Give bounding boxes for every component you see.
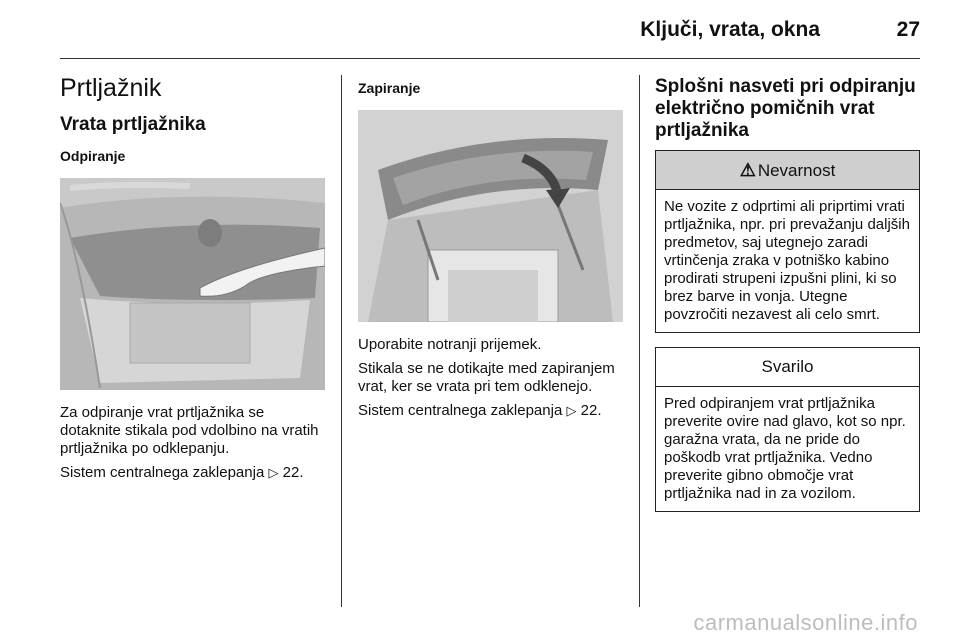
closing-heading: Zapiranje	[358, 80, 421, 96]
caution-box-text: Pred odpiranjem vrat prtljažnika preverite ovire nad glavo, kot so npr. garažna vrata, da ne pride do poškodb vrat prtljažnika. Vedno preverite gibno območje vrat prtljažnika nad in za vozilom.	[664, 395, 906, 502]
central-locking-text-2: Sistem centralnega zaklepanja	[358, 402, 563, 419]
column-2	[358, 80, 626, 426]
header-title: Ključi, vrata, okna	[640, 18, 820, 41]
closing-paragraph-1: Uporabite notranji prijemek.	[358, 336, 542, 353]
tailgate-closing-illustration	[358, 110, 623, 322]
closing-paragraph-2: Stikala se ne dotikajte med zapiranjem vrat, ker se vrata pri tem odklenejo.	[358, 360, 615, 395]
tailgate-opening-illustration	[60, 178, 325, 390]
central-locking-text: Sistem centralnega zaklepanja	[60, 464, 265, 481]
reference-arrow-icon: ▷	[268, 465, 279, 480]
danger-box-text: Ne vozite z odprtimi ali priprtimi vrati prtljažnika, npr. pri prevažanju daljših predmetov, saj utegnejo zaradi vrtinčenja zraka v potniško kabino prodirati strupeni izpušni plini, ki so brez barve in vonja. Utegne povzročiti nezavest ali celo smrt.	[664, 198, 910, 323]
caution-box-body	[656, 387, 919, 511]
section-title: Prtljažnik	[60, 74, 162, 102]
central-locking-reference	[60, 464, 328, 482]
column-3	[655, 76, 920, 526]
column-1	[60, 72, 328, 488]
header-rule	[60, 58, 920, 59]
subsection-title: Vrata prtljažnika	[60, 114, 206, 135]
column-divider-2	[639, 75, 640, 607]
danger-box-header	[656, 151, 919, 190]
opening-paragraph: Za odpiranje vrat prtljažnika se dotaknite stikala pod vdolbino na vratih prtljažnika po odklepanju.	[60, 404, 319, 457]
reference-page: 22.	[282, 464, 304, 481]
warning-triangle-icon: ⚠	[739, 160, 756, 180]
watermark: carmanualsonline.info	[693, 610, 918, 635]
danger-box-title: Nevarnost	[757, 161, 836, 180]
power-tailgate-heading: Splošni nasveti pri odpiranju električno pomičnih vrat prtljažnika	[655, 76, 916, 141]
page-number: 27	[896, 18, 920, 41]
caution-box-header	[656, 348, 919, 387]
reference-page-2: 22.	[580, 402, 602, 419]
danger-box-body	[656, 190, 919, 332]
danger-box	[655, 150, 920, 333]
caution-box	[655, 347, 920, 512]
caution-box-title: Svarilo	[761, 357, 814, 376]
column-divider-1	[341, 75, 342, 607]
reference-arrow-icon: ▷	[566, 403, 577, 418]
opening-heading: Odpiranje	[60, 148, 126, 164]
central-locking-reference-2	[358, 402, 626, 420]
